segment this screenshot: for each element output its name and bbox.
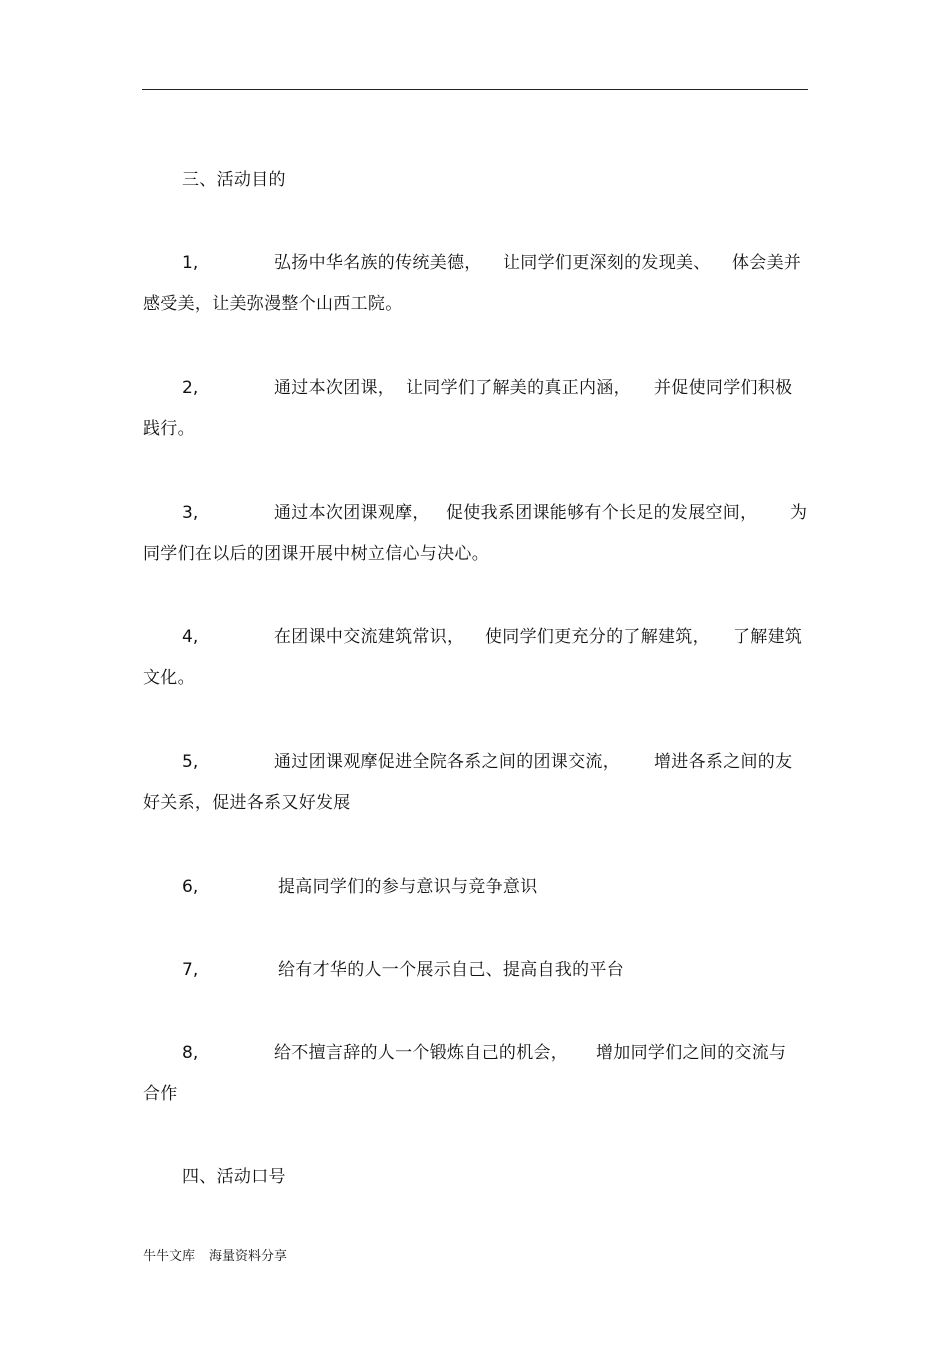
item-text: 通过团课观摩促进全院各系之间的团课交流， [274,752,620,772]
item-text: 了解建筑 [733,627,803,647]
section-4-heading: 四、活动口号 [182,1167,286,1187]
item-continuation: 文化。 [143,668,195,688]
item-continuation: 合作 [143,1084,178,1104]
item-continuation: 同学们在以后的团课开展中树立信心与决心。 [143,544,489,564]
item-text: 弘扬中华名族的传统美德， [274,253,482,273]
item-text: 体会美并 [732,253,802,273]
item-number: 1, [182,253,199,273]
item-number: 4, [182,627,199,647]
item-text: 通过本次团课观摩， [274,503,430,523]
item-text: 通过本次团课， [274,378,396,398]
item-number: 3, [182,503,199,523]
item-continuation: 感受美，让美弥漫整个山西工院。 [143,294,403,314]
item-number: 5, [182,752,199,772]
item-text: 给有才华的人一个展示自己、提高自我的平台 [278,960,624,980]
item-text: 提高同学们的参与意识与竞争意识 [278,877,538,897]
item-continuation: 践行。 [143,419,195,439]
item-text: 为 [790,503,808,523]
item-number: 7, [182,960,199,980]
footer-slogan: 海量资料分享 [209,1249,288,1264]
item-continuation: 好关系，促进各系又好发展 [143,793,351,813]
item-text: 增加同学们之间的交流与 [596,1043,787,1063]
header-rule [142,89,808,90]
item-number: 6, [182,877,199,897]
section-3-heading: 三、活动目的 [182,170,286,190]
item-text: 促使我系团课能够有个长足的发展空间， [446,503,758,523]
item-text: 让同学们更深刻的发现美、 [503,253,711,273]
footer-site-name: 牛牛文库 [143,1249,196,1264]
item-number: 2, [182,378,199,398]
item-text: 给不擅言辞的人一个锻炼自己的机会， [274,1043,569,1063]
item-text: 增进各系之间的友 [654,752,793,772]
page-footer [143,1248,301,1266]
item-text: 让同学们了解美的真正内涵， [406,378,631,398]
item-text: 并促使同学们积极 [654,378,793,398]
item-text: 使同学们更充分的了解建筑， [485,627,710,647]
item-text: 在团课中交流建筑常识， [274,627,465,647]
item-number: 8, [182,1043,199,1063]
